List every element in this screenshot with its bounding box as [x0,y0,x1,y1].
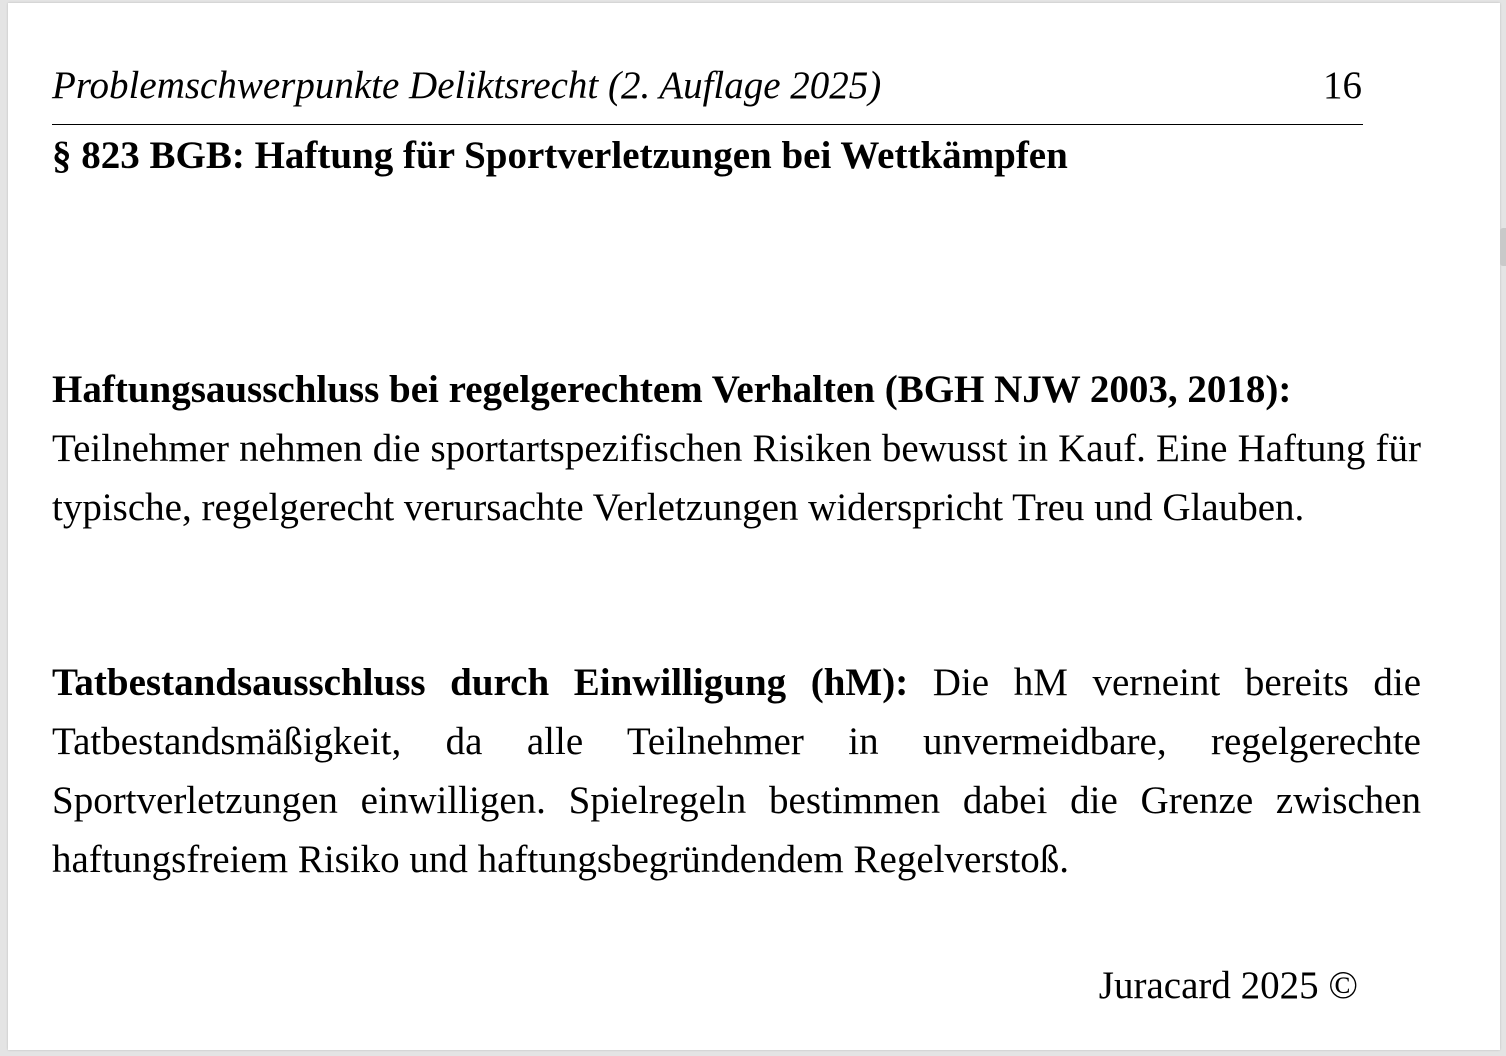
paragraph-heading: Haftungsausschluss bei regelgerechtem Verhalten (BGH NJW 2003, 2018): [52,368,1292,411]
paragraph-body: Teilnehmer nehmen die sportartspezifischen Risiken bewusst in Kauf. Eine Haftung für typische, regelgerecht verursachte Verletzungen widerspricht Treu und Glauben. [52,427,1421,529]
paragraph-body: Die hM verneint bereits die Tatbestandsmäßigkeit, da alle Teilnehmer in unvermeidbare, regelgerechte Sportverletzungen einwilligen. Spielregeln bestimmen dabei die Grenze zwischen haftungsfreiem Risiko und haftungsbegründendem Regelverstoß. [52,661,1422,881]
footer-copyright: Juracard 2025 © [1098,964,1358,1007]
page-number: 16 [1323,64,1362,107]
running-header-title: Problemschwerpunkte Deliktsrecht (2. Auflage 2025) [52,64,882,107]
section-title: § 823 BGB: Haftung für Sportverletzungen bei Wettkämpfen [52,134,1068,177]
paragraph-heading: Tatbestandsausschluss durch Einwilligung (hM): [52,661,909,704]
paragraph-consent [52,653,1421,889]
scrollbar-handle[interactable] [1500,228,1506,266]
document-page [8,3,1500,1050]
header-divider [52,124,1363,125]
paragraph-liability-exclusion [52,360,1421,537]
